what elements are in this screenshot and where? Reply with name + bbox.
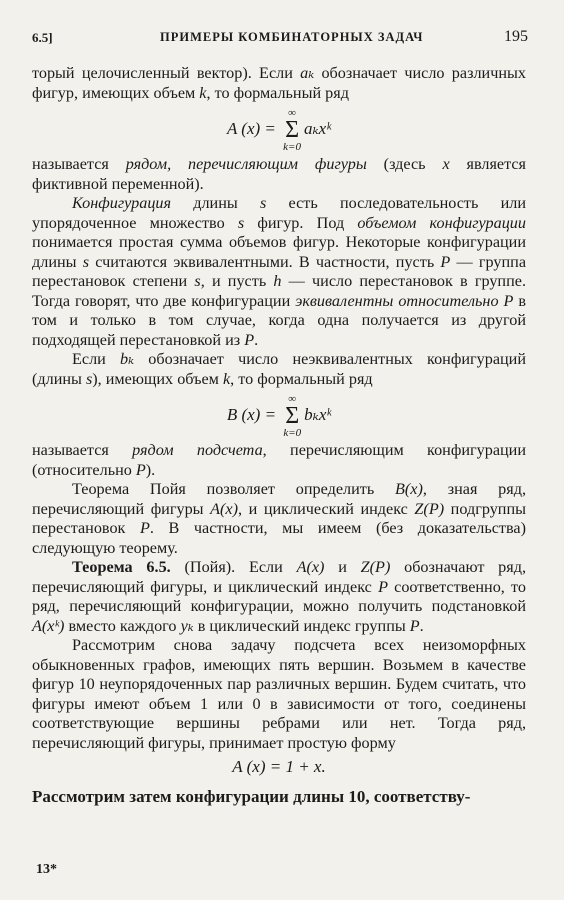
paragraph-6: Теорема Пойя позволяет определить B(x), зная ряд, перечисляющий фигуры A(x), и циклический индекс Z(P) подгруппы перестановок P. В частности, мы имеем (без доказательства) следующую теорему. [32,480,527,557]
page-header [32,28,528,48]
formula-A-series: A (x) = ∞ Σ k=0 aₖxᵏ [226,107,331,153]
sum-sign: ∞ Σ k=0 [283,393,302,439]
sum-sign: ∞ Σ k=0 [283,107,301,153]
page-body [32,64,526,806]
page-number: 195 [504,28,528,45]
section-number: 6.5] [32,30,53,45]
paragraph-5: называется рядом подсчета, перечисляющим конфигурации (относительно P). [32,441,526,479]
paragraph-8: Рассмотрим снова задачу подсчета всех неизоморфных обыкновенных графов, имеющих пять вершин. Возьмем в качестве фигур 10 неупорядоченных пар различных вершин. Будем считать, что фигуры имеют объем 1 или 0 в зависимости от того, соединены соответствующие вершины ребрами или нет. Тогда ряд, перечисляющий фигуры, принимает простую форму [32,636,526,752]
formula-B-series: B (x) = ∞ Σ k=0 bₖxᵏ [226,393,332,439]
running-title: ПРИМЕРЫ КОМБИНАТОРНЫХ ЗАДАЧ [160,30,424,44]
theorem-6-5: Теорема 6.5. (Пойя). Если A(x) и Z(P) обозначают ряд, перечисляющий фигуры, и циклический индекс P соответственно, то ряд, перечисляющий конфигурации, можно получить подстановкой A(xᵏ) вместо каждого yₖ в циклический индекс группы P. [32,558,526,635]
paragraph-1: торый целочисленный вектор). Если aₖ обозначает число различных фигур, имеющих объем k, то формальный ряд [32,64,526,102]
paragraph-4: Если bₖ обозначает число неэквивалентных конфигураций (длины s), имеющих объем k, то формальный ряд [32,350,526,388]
paragraph-3: Конфигурация длины s есть последовательность или упорядоченное множество s фигур. Под объемом конфигурации понимается простая сумма объемов фигур. Некоторые конфигурации длины s считаются эквивалентными. В частности, пусть P — группа перестановок степени s, и пусть h — число перестановок в группе. Тогда говорят, что две конфигурации эквивалентны относительно P в том и только в том случае, когда одна получается из другой подходящей перестановкой из P. [32,194,527,349]
paragraph-9: Рассмотрим затем конфигурации длины 10, соответству- [32,786,471,806]
paragraph-2: называется рядом, перечисляющим фигуры (здесь x является фиктивной переменной). [32,155,526,193]
formula-A-simple: A (x) = 1 + x. [232,757,326,776]
signature-mark: 13* [36,862,57,877]
